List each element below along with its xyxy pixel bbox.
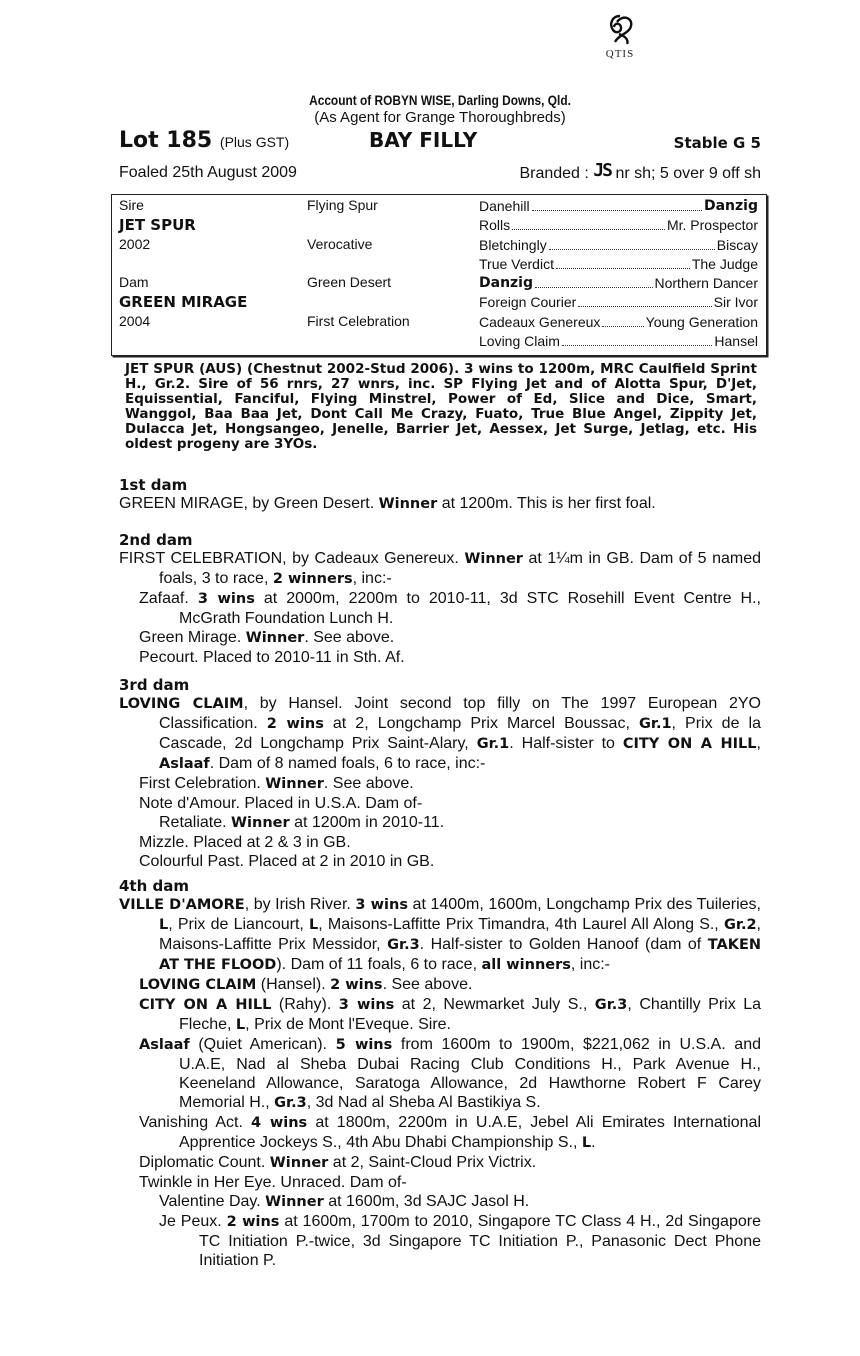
progeny-entry: Diplomatic Count. Winner at 2, Saint-Cloud Prix Victrix. bbox=[139, 1154, 537, 1171]
ancestor-row: Danzig Northern Dancer bbox=[479, 275, 758, 291]
progeny-entry: Twinkle in Her Eye. Unraced. Dam of- bbox=[139, 1174, 407, 1191]
lot-line bbox=[119, 128, 761, 160]
ancestor-row: Loving Claim Hansel bbox=[479, 333, 758, 349]
dam-dam: First Celebration bbox=[307, 313, 410, 329]
progeny-entry: Pecourt. Placed to 2010-11 in Sth. Af. bbox=[139, 649, 405, 666]
sire-dam: Verocative bbox=[307, 236, 373, 252]
progeny-entry: Zafaaf. 3 wins at 2000m, 2200m to 2010-11, 3d STC Rosehill Event Centre H., McGrath Foundation Lunch H. bbox=[139, 590, 761, 627]
third-dam-entry: LOVING CLAIM, by Hansel. Joint second top filly on The 1997 European 2YO Classification. 2 wins at 2, Longchamp Prix Marcel Boussac, Gr.1, Prix de la Cascade, 2d Longchamp Prix Saint-Alary, Gr.1. Half-sister to CITY ON A HILL, Aslaaf. Dam of 8 named foals, 6 to race, inc:- bbox=[119, 695, 761, 772]
dam-label: Dam bbox=[119, 274, 149, 290]
progeny-entry: Green Mirage. Winner. See above. bbox=[139, 629, 395, 646]
third-dam-section bbox=[119, 677, 761, 871]
second-dam-entry: FIRST CELEBRATION, by Cadeaux Genereux. Winner at 1¼m in GB. Dam of 5 named foals, 3 to race, 2 winners, inc:- bbox=[119, 550, 761, 587]
qtis-logo-text: QTIS bbox=[605, 48, 635, 60]
grand-progeny-entry: Retaliate. Winner at 1200m in 2010-11. bbox=[159, 814, 445, 831]
account-owner: Account of ROBYN WISE, Darling Downs, Qld. bbox=[309, 92, 571, 108]
third-dam-heading: 3rd dam bbox=[119, 676, 190, 694]
ancestor-row: Rolls Mr. Prospector bbox=[479, 217, 758, 233]
pedigree-table bbox=[111, 194, 767, 356]
brand-mark: JS bbox=[593, 160, 611, 181]
horse-description: BAY FILLY bbox=[369, 128, 478, 152]
progeny-entry: First Celebration. Winner. See above. bbox=[139, 775, 414, 792]
sire-sire: Flying Spur bbox=[307, 197, 378, 213]
grand-progeny-entry: Valentine Day. Winner at 1600m, 3d SAJC Jasol H. bbox=[159, 1193, 530, 1210]
foaled-date: Foaled 25th August 2009 bbox=[119, 164, 297, 181]
progeny-entry: Colourful Past. Placed at 2 in 2010 in GB. bbox=[139, 853, 435, 870]
ancestor-row: Cadeaux Genereux Young Generation bbox=[479, 314, 758, 330]
ancestor-row: Foreign Courier Sir Ivor bbox=[479, 294, 758, 310]
first-dam-section bbox=[119, 477, 761, 514]
sire-year: 2002 bbox=[119, 236, 151, 252]
grand-progeny-entry: Je Peux. 2 wins at 1600m, 1700m to 2010, Singapore TC Class 4 H., 2d Singapore TC Initiation P.-twice, 3d Singapore TC Initiation P., Panasonic Dect Phone Initiation P. bbox=[159, 1213, 761, 1269]
qtis-monogram-icon bbox=[603, 12, 637, 46]
dam-sire: Green Desert bbox=[307, 274, 392, 290]
fourth-dam-section bbox=[119, 878, 761, 1270]
first-dam-heading: 1st dam bbox=[119, 476, 188, 494]
ancestor-row: True Verdict The Judge bbox=[479, 256, 758, 272]
lot-number: Lot 185 (Plus GST) bbox=[119, 128, 290, 153]
ancestor-row: Bletchingly Biscay bbox=[479, 237, 758, 253]
fourth-dam-entry: VILLE D'AMORE, by Irish River. 3 wins at 1400m, 1600m, Longchamp Prix des Tuileries, L, Prix de Liancourt, L, Maisons-Laffitte Prix Timandra, 4th Laurel All Along S., Gr.2, Maisons-Laffitte Prix Messidor, Gr.3. Half-sister to Golden Hanoof (dam of TAKEN AT THE FLOOD). Dam of 11 foals, 6 to race, all winners, inc:- bbox=[119, 896, 761, 973]
sire-summary: JET SPUR (AUS) (Chestnut 2002-Stud 2006). 3 wins to 1200m, MRC Caulfield Sprint H., Gr.2. Sire of 56 rnrs, 27 wnrs, inc. SP Flying Jet and of Alotta Spur, D'Jet, Equissential, Fanciful, Flying Minstrel, Power of Ed, Slice and Dice, Smart, Wanggol, Baa Baa Jet, Dont Call Me Crazy, Fuato, True Blue Angel, Zippity Jet, Dulacca Jet, Hongsangeo, Jenelle, Barrier Jet, Aessex, Jet Surge, Jetlag, etc. His oldest progeny are 3YOs. bbox=[125, 361, 757, 452]
dam-year: 2004 bbox=[119, 313, 151, 329]
dam-name: GREEN MIRAGE bbox=[119, 293, 248, 311]
progeny-entry: Aslaaf (Quiet American). 5 wins from 1600m to 1900m, $221,062 in U.S.A. and U.A.E, Nad al Sheba Dubai Racing Club Conditions H., Park Avenue H., Keeneland Allowance, Saratoga Allowance, 2d Hawthorne Robert F Carey Memorial H., Gr.3, 3d Nad al Sheba Al Bastikiya S. bbox=[139, 1036, 761, 1111]
sire-label: Sire bbox=[119, 197, 144, 213]
stable-location: Stable G 5 bbox=[673, 134, 761, 152]
progeny-entry: Note d'Amour. Placed in U.S.A. Dam of- bbox=[139, 795, 423, 812]
branded-info: Branded : JS nr sh; 5 over 9 off sh bbox=[519, 160, 761, 182]
second-dam-heading: 2nd dam bbox=[119, 531, 193, 549]
fourth-dam-heading: 4th dam bbox=[119, 877, 189, 895]
progeny-entry: Mizzle. Placed at 2 & 3 in GB. bbox=[139, 834, 351, 851]
progeny-entry: CITY ON A HILL (Rahy). 3 wins at 2, Newmarket July S., Gr.3, Chantilly Prix La Fleche, L, Prix de Mont l'Eveque. Sire. bbox=[139, 996, 761, 1033]
ancestor-row: Danehill Danzig bbox=[479, 198, 758, 214]
account-agent: (As Agent for Grange Thoroughbreds) bbox=[314, 109, 566, 126]
vendor-account bbox=[119, 92, 761, 126]
progeny-entry: LOVING CLAIM (Hansel). 2 wins. See above. bbox=[139, 976, 473, 993]
gst-note: (Plus GST) bbox=[219, 134, 290, 150]
sire-name: JET SPUR bbox=[119, 216, 196, 234]
first-dam-text: GREEN MIRAGE, by Green Desert. Winner at 1200m. This is her first foal. bbox=[119, 495, 656, 512]
second-dam-section bbox=[119, 532, 761, 667]
progeny-entry: Vanishing Act. 4 wins at 1800m, 2200m in U.A.E, Jebel Ali Emirates International Apprentice Jockeys S., 4th Abu Dhabi Championship S., L. bbox=[139, 1114, 762, 1151]
qtis-logo bbox=[598, 12, 642, 60]
